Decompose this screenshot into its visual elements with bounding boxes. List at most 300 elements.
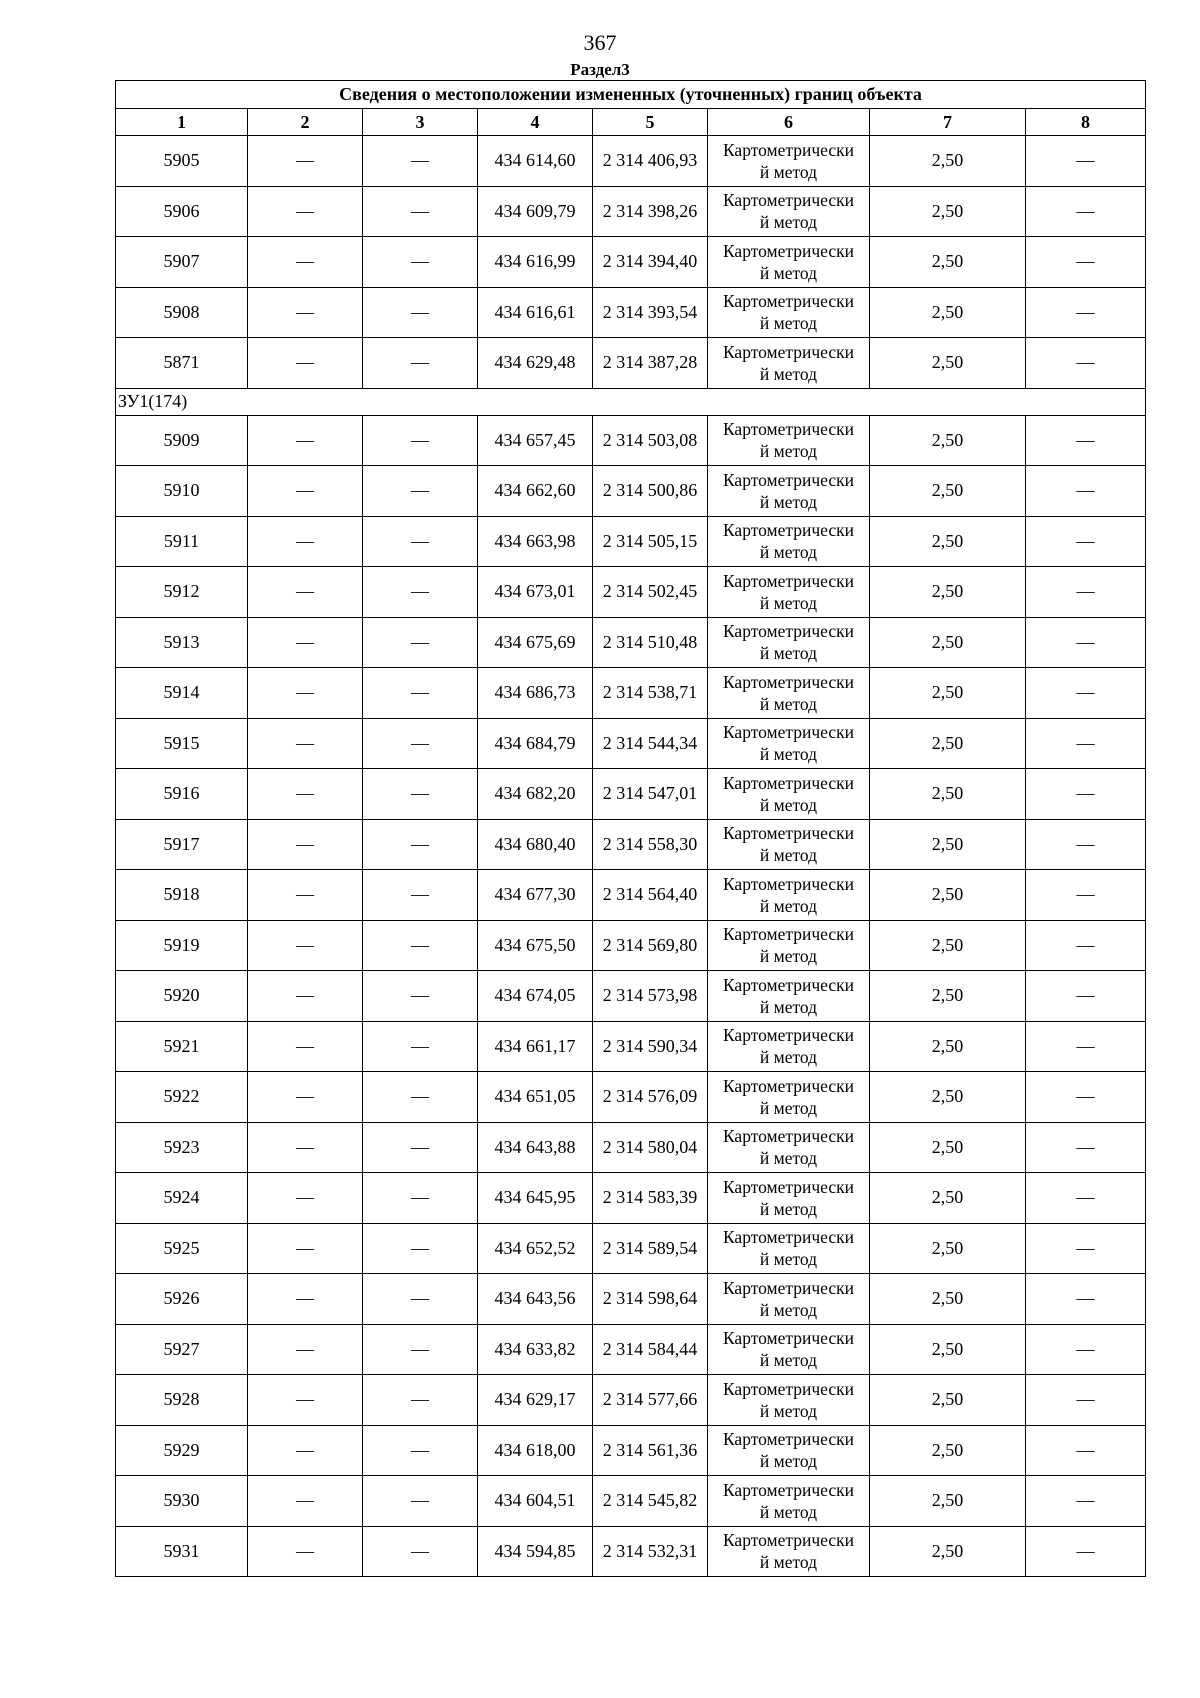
- point-number-cell: 5914: [116, 668, 248, 719]
- method-cell: [708, 617, 870, 668]
- method-line1: Картометрически: [722, 520, 855, 541]
- empty-dash-cell: —: [248, 1021, 363, 1072]
- y-coordinate-cell: 2 314 387,28: [593, 338, 708, 389]
- method-line2: й метод: [759, 1451, 818, 1472]
- empty-dash-cell: —: [1026, 466, 1146, 517]
- column-number: 1: [116, 109, 248, 136]
- method-cell: [708, 1476, 870, 1527]
- y-coordinate-cell: 2 314 573,98: [593, 971, 708, 1022]
- table-row: [116, 186, 1146, 237]
- table-row: [116, 971, 1146, 1022]
- empty-dash-cell: —: [363, 1375, 478, 1426]
- empty-dash-cell: —: [1026, 1274, 1146, 1325]
- point-number-cell: 5930: [116, 1476, 248, 1527]
- method-cell: [708, 1425, 870, 1476]
- x-coordinate-cell: 434 604,51: [478, 1476, 593, 1527]
- table-row: [116, 819, 1146, 870]
- method-line1: Картометрически: [722, 1227, 855, 1248]
- boundary-coordinates-table: [115, 80, 1146, 1577]
- precision-cell: 2,50: [870, 769, 1026, 820]
- empty-dash-cell: —: [1026, 870, 1146, 921]
- table-row: [116, 466, 1146, 517]
- method-cell: [708, 971, 870, 1022]
- method-cell: [708, 466, 870, 517]
- empty-dash-cell: —: [363, 1425, 478, 1476]
- precision-cell: 2,50: [870, 136, 1026, 187]
- empty-dash-cell: —: [363, 1021, 478, 1072]
- y-coordinate-cell: 2 314 576,09: [593, 1072, 708, 1123]
- table-row: [116, 516, 1146, 567]
- method-line2: й метод: [759, 1552, 818, 1573]
- method-line1: Картометрически: [722, 1075, 855, 1096]
- table-row: [116, 415, 1146, 466]
- empty-dash-cell: —: [363, 516, 478, 567]
- method-line1: Картометрически: [722, 341, 855, 362]
- empty-dash-cell: —: [248, 237, 363, 288]
- empty-dash-cell: —: [248, 516, 363, 567]
- table-row: [116, 1476, 1146, 1527]
- empty-dash-cell: —: [1026, 1122, 1146, 1173]
- point-number-cell: 5913: [116, 617, 248, 668]
- empty-dash-cell: —: [1026, 617, 1146, 668]
- point-number-cell: 5909: [116, 415, 248, 466]
- empty-dash-cell: —: [1026, 1324, 1146, 1375]
- column-number: 6: [708, 109, 870, 136]
- method-line1: Картометрически: [722, 1479, 855, 1500]
- precision-cell: 2,50: [870, 718, 1026, 769]
- empty-dash-cell: —: [248, 1526, 363, 1577]
- x-coordinate-cell: 434 684,79: [478, 718, 593, 769]
- method-cell: [708, 1223, 870, 1274]
- precision-cell: 2,50: [870, 1122, 1026, 1173]
- x-coordinate-cell: 434 657,45: [478, 415, 593, 466]
- x-coordinate-cell: 434 633,82: [478, 1324, 593, 1375]
- y-coordinate-cell: 2 314 584,44: [593, 1324, 708, 1375]
- precision-cell: 2,50: [870, 617, 1026, 668]
- y-coordinate-cell: 2 314 569,80: [593, 920, 708, 971]
- empty-dash-cell: —: [363, 415, 478, 466]
- empty-dash-cell: —: [248, 287, 363, 338]
- precision-cell: 2,50: [870, 1324, 1026, 1375]
- method-line1: Картометрически: [722, 671, 855, 692]
- precision-cell: 2,50: [870, 819, 1026, 870]
- column-number: 7: [870, 109, 1026, 136]
- empty-dash-cell: —: [363, 136, 478, 187]
- table-row: [116, 567, 1146, 618]
- method-line2: й метод: [759, 1047, 818, 1068]
- precision-cell: 2,50: [870, 1173, 1026, 1224]
- x-coordinate-cell: 434 680,40: [478, 819, 593, 870]
- column-number: 4: [478, 109, 593, 136]
- point-number-cell: 5920: [116, 971, 248, 1022]
- precision-cell: 2,50: [870, 1223, 1026, 1274]
- empty-dash-cell: —: [1026, 237, 1146, 288]
- point-number-cell: 5912: [116, 567, 248, 618]
- method-line1: Картометрически: [722, 1025, 855, 1046]
- method-cell: [708, 1375, 870, 1426]
- method-line2: й метод: [759, 363, 818, 384]
- y-coordinate-cell: 2 314 510,48: [593, 617, 708, 668]
- method-line2: й метод: [759, 262, 818, 283]
- precision-cell: 2,50: [870, 1072, 1026, 1123]
- method-line2: й метод: [759, 161, 818, 182]
- y-coordinate-cell: 2 314 538,71: [593, 668, 708, 719]
- empty-dash-cell: —: [248, 186, 363, 237]
- table-row: [116, 718, 1146, 769]
- y-coordinate-cell: 2 314 558,30: [593, 819, 708, 870]
- empty-dash-cell: —: [363, 338, 478, 389]
- method-line2: й метод: [759, 592, 818, 613]
- table-row: [116, 338, 1146, 389]
- x-coordinate-cell: 434 609,79: [478, 186, 593, 237]
- method-cell: [708, 136, 870, 187]
- empty-dash-cell: —: [248, 1425, 363, 1476]
- precision-cell: 2,50: [870, 466, 1026, 517]
- table-row: [116, 1526, 1146, 1577]
- method-cell: [708, 1072, 870, 1123]
- x-coordinate-cell: 434 674,05: [478, 971, 593, 1022]
- empty-dash-cell: —: [363, 1122, 478, 1173]
- point-number-cell: 5923: [116, 1122, 248, 1173]
- x-coordinate-cell: 434 673,01: [478, 567, 593, 618]
- empty-dash-cell: —: [248, 870, 363, 921]
- method-line2: й метод: [759, 845, 818, 866]
- method-line1: Картометрически: [722, 419, 855, 440]
- precision-cell: 2,50: [870, 287, 1026, 338]
- method-line1: Картометрически: [722, 621, 855, 642]
- empty-dash-cell: —: [248, 1476, 363, 1527]
- empty-dash-cell: —: [363, 1072, 478, 1123]
- empty-dash-cell: —: [248, 1173, 363, 1224]
- method-cell: [708, 718, 870, 769]
- point-number-cell: 5907: [116, 237, 248, 288]
- x-coordinate-cell: 434 645,95: [478, 1173, 593, 1224]
- method-cell: [708, 186, 870, 237]
- table-caption-row: [116, 81, 1146, 109]
- point-number-cell: 5917: [116, 819, 248, 870]
- empty-dash-cell: —: [1026, 1375, 1146, 1426]
- empty-dash-cell: —: [363, 617, 478, 668]
- method-line1: Картометрически: [722, 873, 855, 894]
- method-line1: Картометрически: [722, 469, 855, 490]
- group-label-row: [116, 388, 1146, 415]
- empty-dash-cell: —: [248, 1072, 363, 1123]
- precision-cell: 2,50: [870, 516, 1026, 567]
- method-line2: й метод: [759, 693, 818, 714]
- precision-cell: 2,50: [870, 1375, 1026, 1426]
- precision-cell: 2,50: [870, 870, 1026, 921]
- method-cell: [708, 287, 870, 338]
- y-coordinate-cell: 2 314 590,34: [593, 1021, 708, 1072]
- method-cell: [708, 338, 870, 389]
- method-cell: [708, 769, 870, 820]
- empty-dash-cell: —: [1026, 415, 1146, 466]
- point-number-cell: 5921: [116, 1021, 248, 1072]
- method-line2: й метод: [759, 1097, 818, 1118]
- method-cell: [708, 237, 870, 288]
- method-cell: [708, 1324, 870, 1375]
- empty-dash-cell: —: [248, 920, 363, 971]
- precision-cell: 2,50: [870, 1526, 1026, 1577]
- empty-dash-cell: —: [248, 466, 363, 517]
- method-line2: й метод: [759, 1350, 818, 1371]
- method-cell: [708, 1173, 870, 1224]
- y-coordinate-cell: 2 314 406,93: [593, 136, 708, 187]
- precision-cell: 2,50: [870, 338, 1026, 389]
- empty-dash-cell: —: [1026, 769, 1146, 820]
- precision-cell: 2,50: [870, 1274, 1026, 1325]
- table-body: [116, 81, 1146, 1577]
- method-line2: й метод: [759, 212, 818, 233]
- x-coordinate-cell: 434 643,88: [478, 1122, 593, 1173]
- y-coordinate-cell: 2 314 598,64: [593, 1274, 708, 1325]
- empty-dash-cell: —: [1026, 136, 1146, 187]
- method-cell: [708, 1021, 870, 1072]
- column-number: 2: [248, 109, 363, 136]
- column-number: 8: [1026, 109, 1146, 136]
- x-coordinate-cell: 434 651,05: [478, 1072, 593, 1123]
- x-coordinate-cell: 434 618,00: [478, 1425, 593, 1476]
- method-cell: [708, 1526, 870, 1577]
- y-coordinate-cell: 2 314 500,86: [593, 466, 708, 517]
- point-number-cell: 5915: [116, 718, 248, 769]
- method-line2: й метод: [759, 996, 818, 1017]
- method-cell: [708, 668, 870, 719]
- x-coordinate-cell: 434 594,85: [478, 1526, 593, 1577]
- empty-dash-cell: —: [363, 287, 478, 338]
- method-line1: Картометрически: [722, 1378, 855, 1399]
- point-number-cell: 5929: [116, 1425, 248, 1476]
- empty-dash-cell: —: [363, 971, 478, 1022]
- x-coordinate-cell: 434 652,52: [478, 1223, 593, 1274]
- method-line1: Картометрически: [722, 240, 855, 261]
- empty-dash-cell: —: [363, 870, 478, 921]
- method-line2: й метод: [759, 643, 818, 664]
- y-coordinate-cell: 2 314 393,54: [593, 287, 708, 338]
- empty-dash-cell: —: [1026, 1425, 1146, 1476]
- empty-dash-cell: —: [248, 1122, 363, 1173]
- table-row: [116, 617, 1146, 668]
- method-cell: [708, 567, 870, 618]
- empty-dash-cell: —: [248, 819, 363, 870]
- empty-dash-cell: —: [363, 819, 478, 870]
- empty-dash-cell: —: [1026, 668, 1146, 719]
- precision-cell: 2,50: [870, 237, 1026, 288]
- method-line1: Картометрически: [722, 974, 855, 995]
- method-line1: Картометрически: [722, 1176, 855, 1197]
- empty-dash-cell: —: [1026, 1223, 1146, 1274]
- table-row: [116, 1375, 1146, 1426]
- empty-dash-cell: —: [363, 769, 478, 820]
- empty-dash-cell: —: [1026, 1072, 1146, 1123]
- section-title: Раздел3: [570, 60, 630, 79]
- method-cell: [708, 870, 870, 921]
- method-cell: [708, 1274, 870, 1325]
- empty-dash-cell: —: [1026, 287, 1146, 338]
- empty-dash-cell: —: [363, 1476, 478, 1527]
- table-row: [116, 1021, 1146, 1072]
- empty-dash-cell: —: [1026, 1021, 1146, 1072]
- precision-cell: 2,50: [870, 415, 1026, 466]
- empty-dash-cell: —: [363, 1223, 478, 1274]
- point-number-cell: 5931: [116, 1526, 248, 1577]
- method-line1: Картометрически: [722, 1328, 855, 1349]
- table-row: [116, 668, 1146, 719]
- empty-dash-cell: —: [363, 567, 478, 618]
- y-coordinate-cell: 2 314 561,36: [593, 1425, 708, 1476]
- method-line2: й метод: [759, 794, 818, 815]
- method-line1: Картометрически: [722, 772, 855, 793]
- point-number-cell: 5922: [116, 1072, 248, 1123]
- precision-cell: 2,50: [870, 186, 1026, 237]
- precision-cell: 2,50: [870, 971, 1026, 1022]
- x-coordinate-cell: 434 661,17: [478, 1021, 593, 1072]
- method-line2: й метод: [759, 1249, 818, 1270]
- method-line1: Картометрически: [722, 1277, 855, 1298]
- method-line2: й метод: [759, 491, 818, 512]
- point-number-cell: 5916: [116, 769, 248, 820]
- empty-dash-cell: —: [1026, 971, 1146, 1022]
- empty-dash-cell: —: [363, 668, 478, 719]
- y-coordinate-cell: 2 314 505,15: [593, 516, 708, 567]
- empty-dash-cell: —: [248, 769, 363, 820]
- x-coordinate-cell: 434 629,48: [478, 338, 593, 389]
- empty-dash-cell: —: [248, 971, 363, 1022]
- table-row: [116, 287, 1146, 338]
- x-coordinate-cell: 434 682,20: [478, 769, 593, 820]
- empty-dash-cell: —: [1026, 1173, 1146, 1224]
- point-number-cell: 5918: [116, 870, 248, 921]
- method-cell: [708, 920, 870, 971]
- method-line1: Картометрически: [722, 924, 855, 945]
- empty-dash-cell: —: [363, 466, 478, 517]
- method-line2: й метод: [759, 1501, 818, 1522]
- table-row: [116, 1223, 1146, 1274]
- x-coordinate-cell: 434 686,73: [478, 668, 593, 719]
- point-number-cell: 5910: [116, 466, 248, 517]
- empty-dash-cell: —: [1026, 1526, 1146, 1577]
- method-line2: й метод: [759, 1148, 818, 1169]
- empty-dash-cell: —: [363, 237, 478, 288]
- method-cell: [708, 415, 870, 466]
- method-line2: й метод: [759, 895, 818, 916]
- method-line1: Картометрически: [722, 823, 855, 844]
- method-line1: Картометрически: [722, 722, 855, 743]
- precision-cell: 2,50: [870, 1021, 1026, 1072]
- empty-dash-cell: —: [1026, 920, 1146, 971]
- empty-dash-cell: —: [248, 668, 363, 719]
- page-number: 367: [583, 30, 617, 55]
- y-coordinate-cell: 2 314 502,45: [593, 567, 708, 618]
- y-coordinate-cell: 2 314 547,01: [593, 769, 708, 820]
- point-number-cell: 5905: [116, 136, 248, 187]
- y-coordinate-cell: 2 314 577,66: [593, 1375, 708, 1426]
- empty-dash-cell: —: [248, 718, 363, 769]
- method-line2: й метод: [759, 1400, 818, 1421]
- x-coordinate-cell: 434 677,30: [478, 870, 593, 921]
- precision-cell: 2,50: [870, 668, 1026, 719]
- empty-dash-cell: —: [363, 1526, 478, 1577]
- y-coordinate-cell: 2 314 580,04: [593, 1122, 708, 1173]
- table-row: [116, 1425, 1146, 1476]
- point-number-cell: 5925: [116, 1223, 248, 1274]
- y-coordinate-cell: 2 314 398,26: [593, 186, 708, 237]
- table-row: [116, 870, 1146, 921]
- y-coordinate-cell: 2 314 545,82: [593, 1476, 708, 1527]
- table-row: [116, 136, 1146, 187]
- x-coordinate-cell: 434 675,50: [478, 920, 593, 971]
- empty-dash-cell: —: [248, 415, 363, 466]
- empty-dash-cell: —: [1026, 338, 1146, 389]
- method-line2: й метод: [759, 946, 818, 967]
- point-number-cell: 5908: [116, 287, 248, 338]
- empty-dash-cell: —: [363, 1324, 478, 1375]
- x-coordinate-cell: 434 616,99: [478, 237, 593, 288]
- y-coordinate-cell: 2 314 544,34: [593, 718, 708, 769]
- precision-cell: 2,50: [870, 567, 1026, 618]
- method-line2: й метод: [759, 313, 818, 334]
- empty-dash-cell: —: [248, 136, 363, 187]
- point-number-cell: 5911: [116, 516, 248, 567]
- y-coordinate-cell: 2 314 564,40: [593, 870, 708, 921]
- table-row: [116, 1173, 1146, 1224]
- x-coordinate-cell: 434 662,60: [478, 466, 593, 517]
- method-line1: Картометрически: [722, 570, 855, 591]
- empty-dash-cell: —: [248, 617, 363, 668]
- table-row: [116, 920, 1146, 971]
- empty-dash-cell: —: [363, 920, 478, 971]
- precision-cell: 2,50: [870, 920, 1026, 971]
- method-line1: Картометрически: [722, 1126, 855, 1147]
- point-number-cell: 5927: [116, 1324, 248, 1375]
- table-row: [116, 1324, 1146, 1375]
- point-number-cell: 5926: [116, 1274, 248, 1325]
- x-coordinate-cell: 434 614,60: [478, 136, 593, 187]
- group-label: ЗУ1(174): [116, 388, 1146, 415]
- x-coordinate-cell: 434 629,17: [478, 1375, 593, 1426]
- empty-dash-cell: —: [1026, 516, 1146, 567]
- empty-dash-cell: —: [1026, 186, 1146, 237]
- point-number-cell: 5906: [116, 186, 248, 237]
- precision-cell: 2,50: [870, 1476, 1026, 1527]
- point-number-cell: 5871: [116, 338, 248, 389]
- method-line2: й метод: [759, 1299, 818, 1320]
- empty-dash-cell: —: [1026, 1476, 1146, 1527]
- column-number-row: [116, 109, 1146, 136]
- empty-dash-cell: —: [363, 186, 478, 237]
- column-number: 3: [363, 109, 478, 136]
- empty-dash-cell: —: [363, 1274, 478, 1325]
- empty-dash-cell: —: [1026, 718, 1146, 769]
- y-coordinate-cell: 2 314 532,31: [593, 1526, 708, 1577]
- y-coordinate-cell: 2 314 394,40: [593, 237, 708, 288]
- x-coordinate-cell: 434 616,61: [478, 287, 593, 338]
- point-number-cell: 5924: [116, 1173, 248, 1224]
- empty-dash-cell: —: [248, 567, 363, 618]
- point-number-cell: 5928: [116, 1375, 248, 1426]
- method-line2: й метод: [759, 744, 818, 765]
- method-cell: [708, 1122, 870, 1173]
- table-caption: Сведения о местоположении измененных (уточненных) границ объекта: [116, 81, 1146, 109]
- method-line1: Картометрически: [722, 291, 855, 312]
- empty-dash-cell: —: [248, 1324, 363, 1375]
- y-coordinate-cell: 2 314 583,39: [593, 1173, 708, 1224]
- method-line1: Картометрически: [722, 1530, 855, 1551]
- method-line1: Картометрически: [722, 190, 855, 211]
- method-line1: Картометрически: [722, 1429, 855, 1450]
- table-row: [116, 237, 1146, 288]
- empty-dash-cell: —: [1026, 567, 1146, 618]
